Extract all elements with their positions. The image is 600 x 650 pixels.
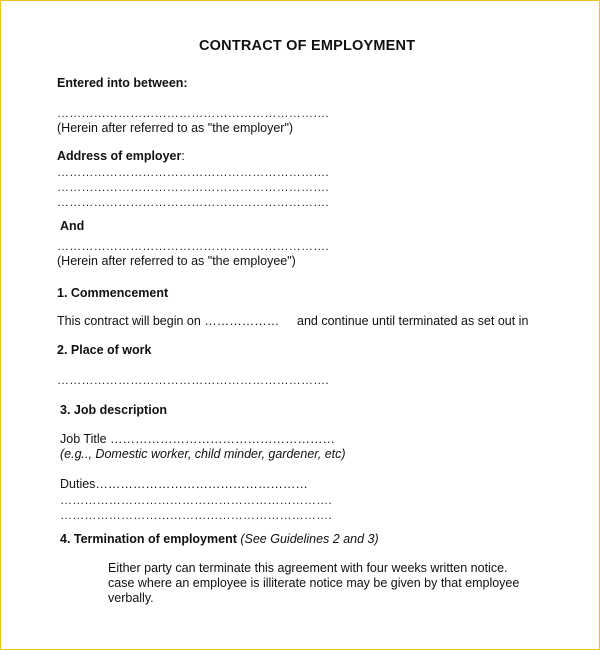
address-heading-row xyxy=(57,149,185,164)
section-1-text-start: This contract will begin on ……………… xyxy=(57,314,280,328)
employee-name-line: …………………………………………………………. xyxy=(57,239,329,253)
duties-line-2: …………………………………………………………. xyxy=(60,493,332,507)
address-colon: : xyxy=(181,149,185,163)
document-page xyxy=(3,3,597,647)
and-label: And xyxy=(60,219,85,233)
termination-paragraph-line-3: verbally. xyxy=(108,591,154,605)
duties-line-3: …………………………………………………………. xyxy=(60,508,332,522)
employer-name-line: …………………………………………………………. xyxy=(57,106,329,120)
section-3-heading: 3. Job description xyxy=(60,403,167,417)
address-line-3: …………………………………………………………. xyxy=(57,195,329,209)
address-line-2: …………………………………………………………. xyxy=(57,180,329,194)
termination-paragraph-line-1: Either party can terminate this agreement with four weeks written notice. xyxy=(108,561,508,575)
section-2-heading: 2. Place of work xyxy=(57,343,152,357)
address-line-1: …………………………………………………………. xyxy=(57,165,329,179)
address-heading: Address of employer xyxy=(57,149,182,163)
duties-line: Duties…………………………………………… xyxy=(60,477,308,491)
section-1-heading: 1. Commencement xyxy=(57,286,169,300)
section-4-guidelines: (See Guidelines 2 and 3) xyxy=(240,532,379,546)
place-of-work-line: …………………………………………………………. xyxy=(57,373,329,387)
document-title: CONTRACT OF EMPLOYMENT xyxy=(199,38,416,54)
section-1-text-end: and continue until terminated as set out in xyxy=(297,314,529,328)
section-4-heading-row xyxy=(60,532,379,547)
termination-paragraph-line-2: case where an employee is illiterate notice may be given by that employee xyxy=(108,576,520,590)
entered-into-heading: Entered into between: xyxy=(57,76,188,90)
employer-reference: (Herein after referred to as "the employer") xyxy=(57,121,294,135)
employee-reference: (Herein after referred to as "the employee") xyxy=(57,254,296,268)
job-title-line: Job Title ……………………………………………… xyxy=(60,432,336,446)
section-4-heading: 4. Termination of employment xyxy=(60,532,237,546)
job-title-example: (e.g.., Domestic worker, child minder, gardener, etc) xyxy=(60,447,346,461)
